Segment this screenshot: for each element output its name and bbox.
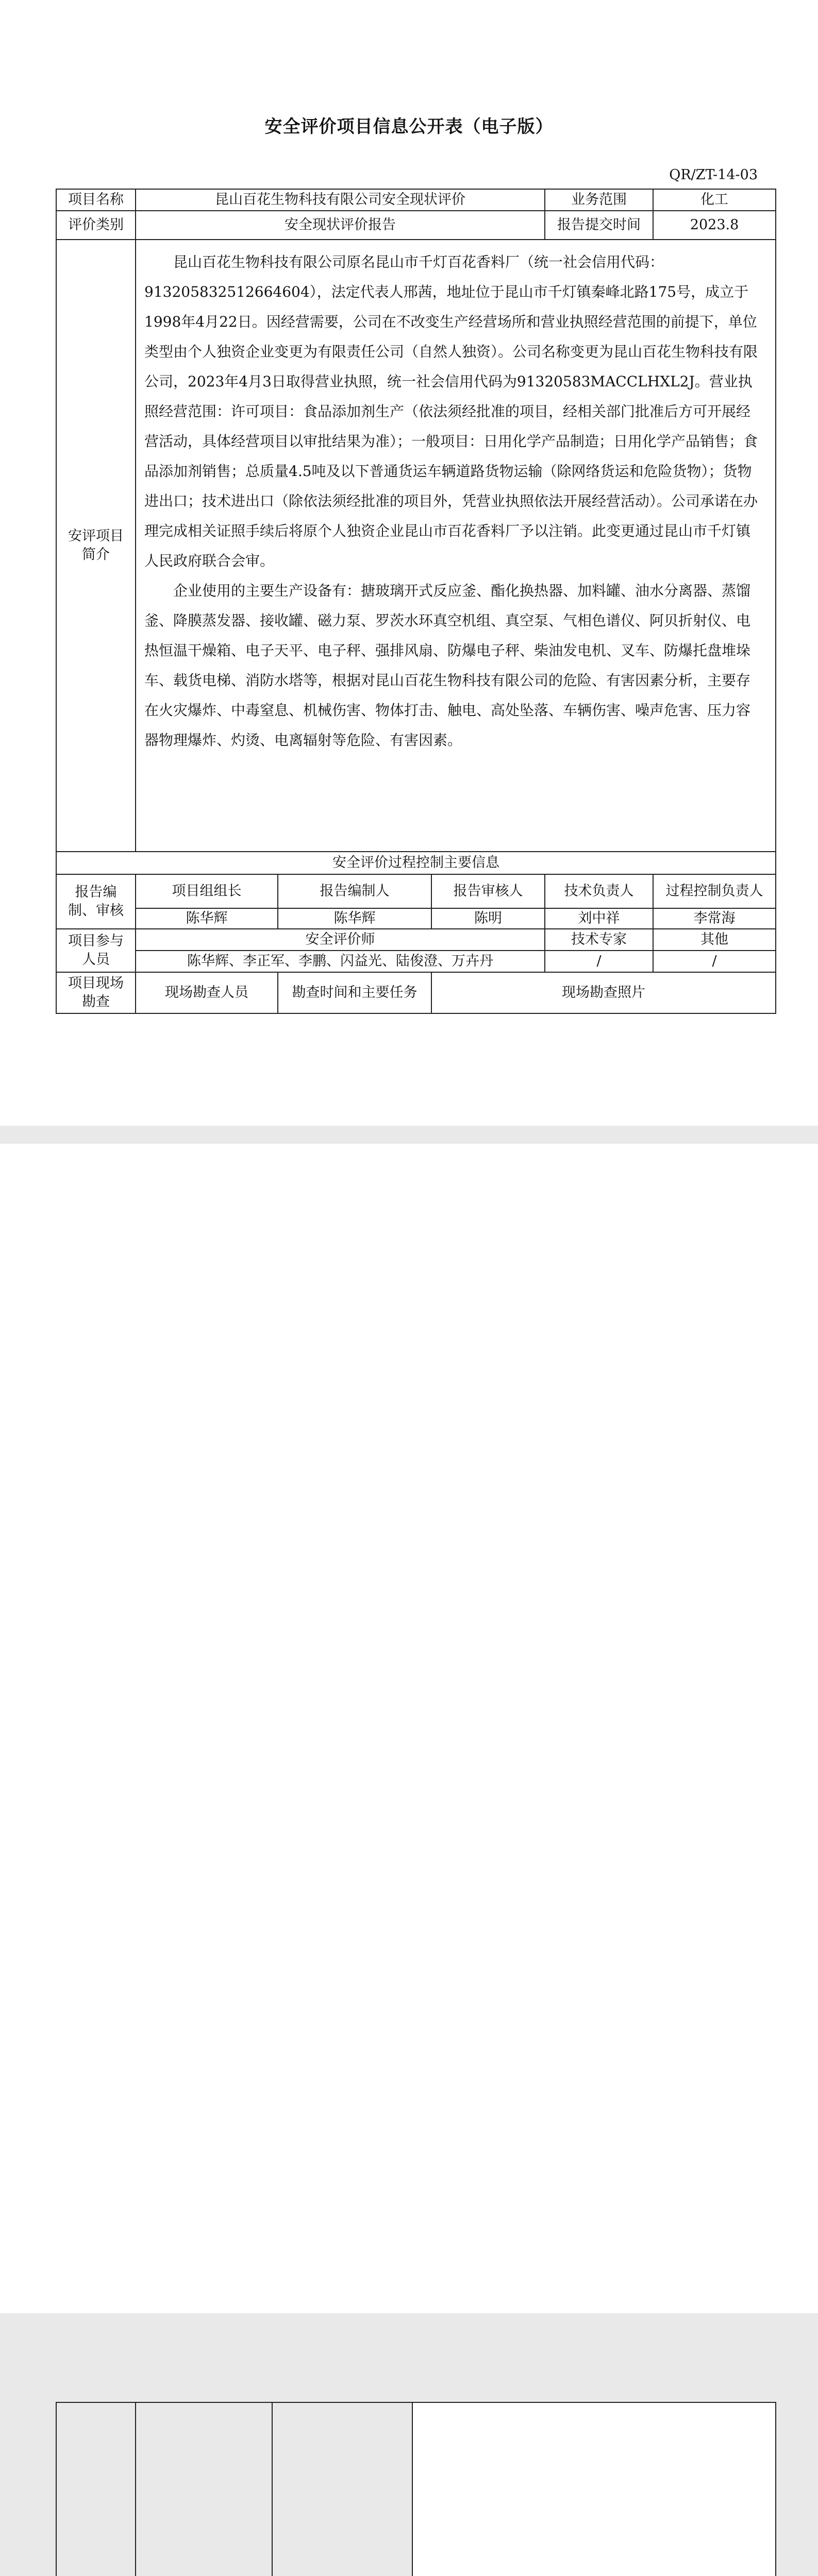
author-value: 陈华辉 <box>278 908 431 929</box>
row-report-headers <box>56 874 776 908</box>
process-lead-header: 过程控制负责人 <box>653 874 776 908</box>
row-project-name <box>56 189 776 211</box>
evaluator-names: 陈华辉、李正军、李鹏、闪益光、陆俊澄、万卉丹 <box>136 951 545 972</box>
row-intro <box>56 240 776 852</box>
leader-value: 陈华辉 <box>136 908 278 929</box>
tech-lead-value: 刘中祥 <box>545 908 653 929</box>
site-photo-header: 现场勘查照片 <box>431 972 776 1013</box>
info-table <box>56 189 776 1014</box>
submit-time-label: 报告提交时间 <box>545 211 653 240</box>
other-value: / <box>653 951 776 972</box>
site-staff-header: 现场勘查人员 <box>136 972 278 1013</box>
intro-label: 安评项目简介 <box>56 240 136 852</box>
site-photo-area <box>412 2402 776 2576</box>
business-scope-label: 业务范围 <box>545 189 653 211</box>
page-two <box>0 1144 818 2313</box>
process-lead-value: 李常海 <box>653 908 776 929</box>
report-label: 报告编制、审核 <box>56 874 136 929</box>
leader-header: 项目组组长 <box>136 874 278 908</box>
row-site-headers <box>56 972 776 1013</box>
business-scope-value: 化工 <box>653 189 776 211</box>
reviewer-header: 报告审核人 <box>431 874 545 908</box>
site-label-continued <box>56 2402 136 2576</box>
participants-label: 项目参与人员 <box>56 929 136 972</box>
evaluator-header: 安全评价师 <box>136 929 545 951</box>
site-time-value <box>272 2402 412 2576</box>
eval-type-label: 评价类别 <box>56 211 136 240</box>
row-participant-headers <box>56 929 776 951</box>
tech-lead-header: 技术负责人 <box>545 874 653 908</box>
document-title: 安全评价项目信息公开表（电子版） <box>264 116 554 137</box>
row-site-values <box>56 2402 776 2576</box>
site-label: 项目现场勘查 <box>56 972 136 1013</box>
control-section-title: 安全评价过程控制主要信息 <box>56 852 776 874</box>
form-code: QR/ZT-14-03 <box>669 167 758 183</box>
site-time-header: 勘查时间和主要任务 <box>278 972 431 1013</box>
project-name-label: 项目名称 <box>56 189 136 211</box>
other-header: 其他 <box>653 929 776 951</box>
expert-header: 技术专家 <box>545 929 653 951</box>
row-eval-type <box>56 211 776 240</box>
row-participant-values <box>56 951 776 972</box>
intro-paragraph-2: 企业使用的主要生产设备有：搪玻璃开式反应釜、酯化换热器、加料罐、油水分离器、蒸馏釜、降膜蒸发器、接收罐、磁力泵、罗茨水环真空机组、真空泵、气相色谱仪、阿贝折射仪、电热恒温干燥箱、电子天平、电子秤、强排风扇、防爆电子秤、柴油发电机、叉车、防爆托盘堆垛车、载货电梯、消防水塔等，根据对昆山百花生物科技有限公司的危险、有害因素分析，主要存在火灾爆炸、中毒窒息、机械伤害、物体打击、触电、高处坠落、车辆伤害、噪声危害、压力容器物理爆炸、灼烫、电离辐射等危险、有害因素。 <box>144 582 751 749</box>
expert-value: / <box>545 951 653 972</box>
continued-table <box>56 2402 776 2576</box>
row-control-title <box>56 852 776 874</box>
reviewer-value: 陈明 <box>431 908 545 929</box>
intro-paragraph-1: 昆山百花生物科技有限公司原名昆山市千灯百花香料厂（统一社会信用代码：913205832512664604），法定代表人邢茜，地址位于昆山市千灯镇秦峰北路175号，成立于1998年4月22日。因经营需要，公司在不改变生产经营场所和营业执照经营范围的前提下，单位类型由个人独资企业变更为有限责任公司（自然人独资）。公司名称变更为昆山百花生物科技有限公司，2023年4月3日取得营业执照，统一社会信用代码为91320583MACCLHXL2J。营业执照经营范围：许可项目：食品添加剂生产（依法须经批准的项目，经相关部门批准后方可开展经营活动，具体经营项目以审批结果为准）；一般项目：日用化学产品制造；日用化学产品销售；食品添加剂销售；总质量4.5吨及以下普通货运车辆道路货物运输（除网络货运和危险货物）；货物进出口；技术进出口（除依法须经批准的项目外，凭营业执照依法开展经营活动）。公司承诺在办理完成相关证照手续后将原个人独资企业昆山市百花香料厂予以注销。此变更通过昆山市千灯镇人民政府联合会审。 <box>144 253 758 569</box>
author-header: 报告编制人 <box>278 874 431 908</box>
project-name-value: 昆山百花生物科技有限公司安全现状评价 <box>136 189 545 211</box>
eval-type-value: 安全现状评价报告 <box>136 211 545 240</box>
intro-body <box>136 240 776 852</box>
submit-time-value: 2023.8 <box>653 211 776 240</box>
page-one <box>0 0 818 1126</box>
row-report-values <box>56 908 776 929</box>
site-staff-value <box>136 2402 272 2576</box>
